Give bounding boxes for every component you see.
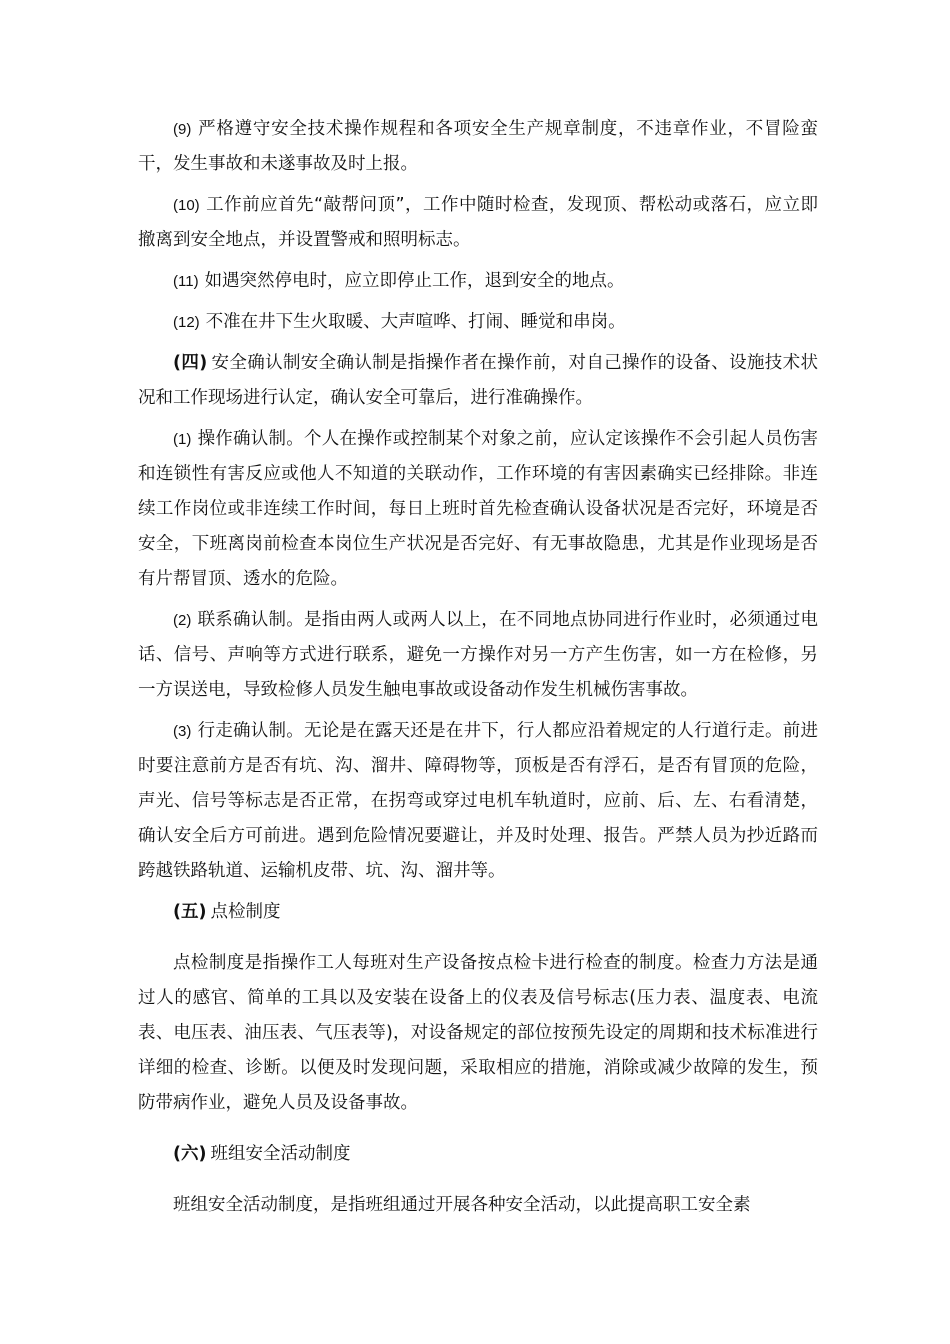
section-number: (四) [173, 353, 208, 373]
paragraph-item-10 [138, 188, 818, 258]
item-number: (9) [173, 121, 192, 138]
paragraph-text: 行走确认制。无论是在露天还是在井下，行人都应沿着规定的人行道行走。前进时要注意前方是否有坑、沟、溜井、障碍物等，顶板是否有浮石，是否有冒顶的危险，声光、信号等标志是否正常，在拐弯或穿过电机车轨道时，应前、后、左、右看清楚，确认安全后方可前进。遇到危险情况要避让，并及时处理、报告。严禁人员为抄近路而跨越铁路轨道、运输机皮带、坑、沟、溜井等。 [138, 721, 818, 881]
paragraph-text: 班组安全活动制度，是指班组通过开展各种安全活动，以此提高职工安全素 [173, 1195, 751, 1215]
paragraph-confirm-3 [138, 714, 818, 889]
paragraph-confirm-1 [138, 422, 818, 597]
paragraph-text: 不准在井下生火取暖、大声喧哗、打闹、睡觉和串岗。 [205, 312, 626, 332]
document-body [138, 112, 818, 1229]
paragraph-item-11 [138, 264, 818, 299]
paragraph-confirm-2 [138, 603, 818, 708]
item-number: (2) [173, 612, 192, 629]
paragraph-text: 严格遵守安全技术操作规程和各项安全生产规章制度，不违章作业，不冒险蛮干，发生事故和未遂事故及时上报。 [138, 119, 818, 174]
paragraph-text: 操作确认制。个人在操作或控制某个对象之前，应认定该操作不会引起人员伤害和连锁性有害反应或他人不知道的关联动作，工作环境的有害因素确实已经排除。非连续工作岗位或非连续工作时间，每日上班时首先检查确认设备状况是否完好，环境是否安全，下班离岗前检查本岗位生产状况是否完好、有无事故隐患，尤其是作业现场是否有片帮冒顶、透水的危险。 [138, 429, 818, 589]
section-title: 班组安全活动制度 [210, 1144, 351, 1164]
item-number: (3) [173, 723, 192, 740]
section-number: (六) [173, 1144, 207, 1164]
paragraph-text: 工作前应首先“敲帮问顶”，工作中随时检查，发现顶、帮松动或落石，应立即撤离到安全地点，并设置警戒和照明标志。 [138, 195, 818, 250]
item-number: (1) [173, 431, 192, 448]
section-5-body [138, 946, 818, 1121]
paragraph-text: 如遇突然停电时，应立即停止工作，退到安全的地点。 [204, 271, 625, 291]
section-4-safety-confirmation [138, 346, 818, 416]
section-5-heading [138, 895, 818, 930]
section-6-body [138, 1188, 818, 1223]
section-title: 点检制度 [210, 902, 281, 922]
paragraph-text: 点检制度是指操作工人每班对生产设备按点检卡进行检查的制度。检查力方法是通过人的感官、简单的工具以及安装在设备上的仪表及信号标志(压力表、温度表、电流表、电压表、油压表、气压表等)，对设备规定的部位按预先设定的周期和技术标准进行详细的检查、诊断。以便及时发现问题，采取相应的措施，消除或减少故障的发生，预防带病作业，避免人员及设备事故。 [138, 953, 818, 1113]
item-number: (10) [173, 197, 200, 214]
item-number: (12) [173, 314, 200, 331]
paragraph-text: 安全确认制安全确认制是指操作者在操作前，对自己操作的设备、设施技术状况和工作现场进行认定，确认安全可靠后，进行准确操作。 [138, 353, 819, 408]
paragraph-text: 联系确认制。是指由两人或两人以上，在不同地点协同进行作业时，必须通过电话、信号、声响等方式进行联系，避免一方操作对另一方产生伤害，如一方在检修，另一方误送电，导致检修人员发生触电事故或设备动作发生机械伤害事故。 [138, 610, 818, 700]
section-number: (五) [173, 902, 207, 922]
section-6-heading [138, 1137, 818, 1172]
paragraph-item-9 [138, 112, 818, 182]
item-number: (11) [173, 273, 199, 290]
paragraph-item-12 [138, 305, 818, 340]
